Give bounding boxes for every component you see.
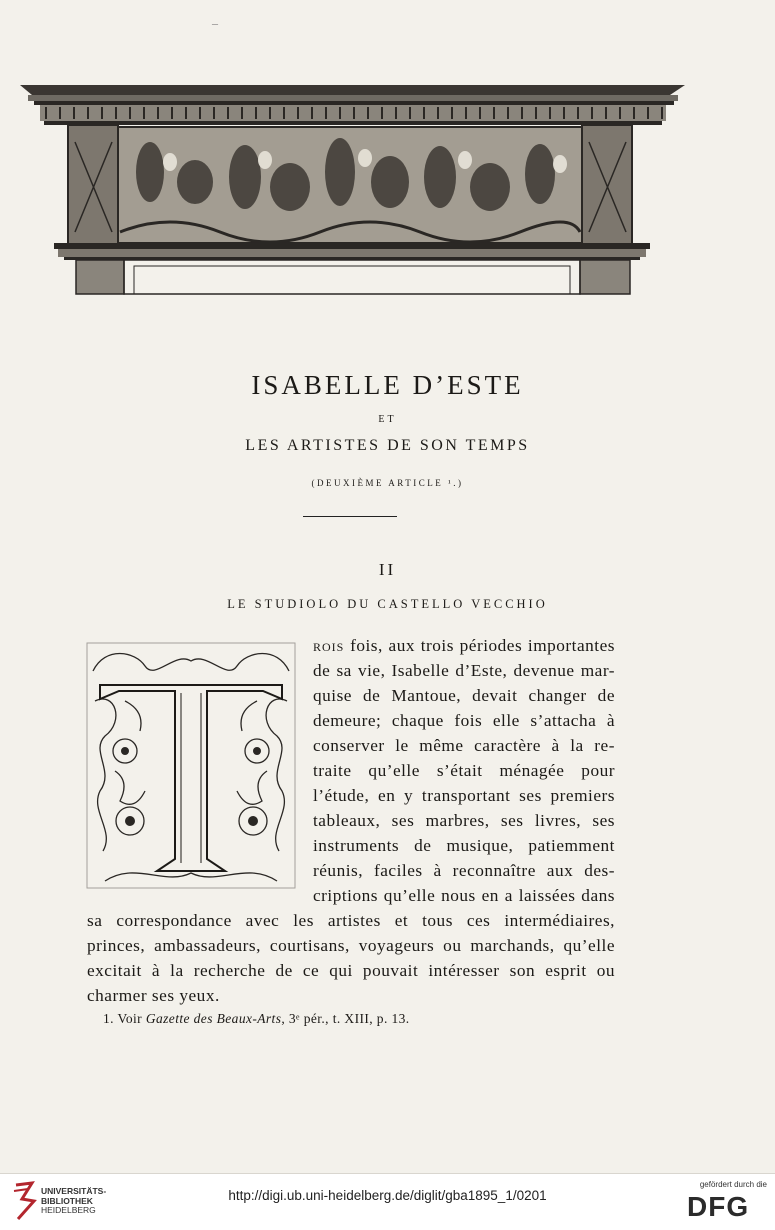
page-mark: – [212, 16, 218, 30]
text-line-3: quise de Mantoue, devait changer de [313, 686, 615, 705]
source-url-link[interactable]: http://digi.ub.uni-heidelberg.de/diglit/gba1895_1/0201 [228, 1188, 547, 1203]
text-line-8: tableaux, ses marbres, ses livres, ses [313, 811, 615, 830]
text-line-1-body: fois, aux trois périodes importantes [344, 636, 615, 655]
frieze-illustration [20, 82, 685, 298]
library-line-3: HEIDELBERG [41, 1205, 96, 1215]
text-line-13: princes, ambassadeurs, courtisans, voyageurs ou marchands, qu’elle [87, 936, 615, 955]
text-line-15: charmer ses yeux. [87, 986, 220, 1005]
first-word-rest: ROIS [313, 640, 345, 654]
text-line-7: l’étude, en y transportant ses premiers [313, 786, 615, 805]
title-divider [303, 516, 397, 517]
section-number: II [378, 560, 397, 579]
section-title: LE STUDIOLO DU CASTELLO VECCHIO [227, 597, 548, 611]
footnote-prefix: 1. Voir [103, 1011, 146, 1026]
text-line-14: excitait à la recherche de ce qui pouvait intéresser son esprit ou [87, 961, 615, 980]
text-line-9: instruments de musique, patiemment [313, 836, 615, 855]
title-conjunction: ET [378, 414, 397, 425]
dfg-logo: DFG [687, 1191, 750, 1222]
text-line-12: sa correspondance avec les artistes et tous ces intermédiaires, [87, 911, 615, 930]
footnote-journal: Gazette des Beaux-Arts [145, 1011, 282, 1026]
text-line-10: réunis, faciles à reconnaître aux des- [313, 861, 615, 880]
text-line-11: criptions qu’elle nous en a laissées dans [313, 886, 615, 905]
text-line-6: traite qu’elle s’était ménagée pour [313, 761, 615, 780]
text-line-5: conserver le même caractère à la re- [313, 736, 615, 755]
footnote [103, 1011, 410, 1027]
text-line-2: de sa vie, Isabelle d’Este, devenue mar- [313, 661, 615, 680]
article-title: ISABELLE D’ESTE [251, 370, 524, 400]
article-part-note: (DEUXIÈME ARTICLE ¹.) [311, 478, 464, 488]
footnote-reference: , 3ᵉ pér., t. XIII, p. 13. [281, 1011, 410, 1026]
article-subtitle: LES ARTISTES DE SON TEMPS [245, 437, 530, 454]
text-line-1 [313, 636, 615, 656]
ornamental-dropcap [85, 641, 297, 890]
funding-note: gefördert durch die [699, 1180, 767, 1189]
library-line-2: BIBLIOTHEK [41, 1195, 93, 1206]
library-line-1: UNIVERSITÄTS- [41, 1186, 107, 1196]
text-line-4: demeure; chaque fois elle s’attacha à [313, 711, 615, 730]
